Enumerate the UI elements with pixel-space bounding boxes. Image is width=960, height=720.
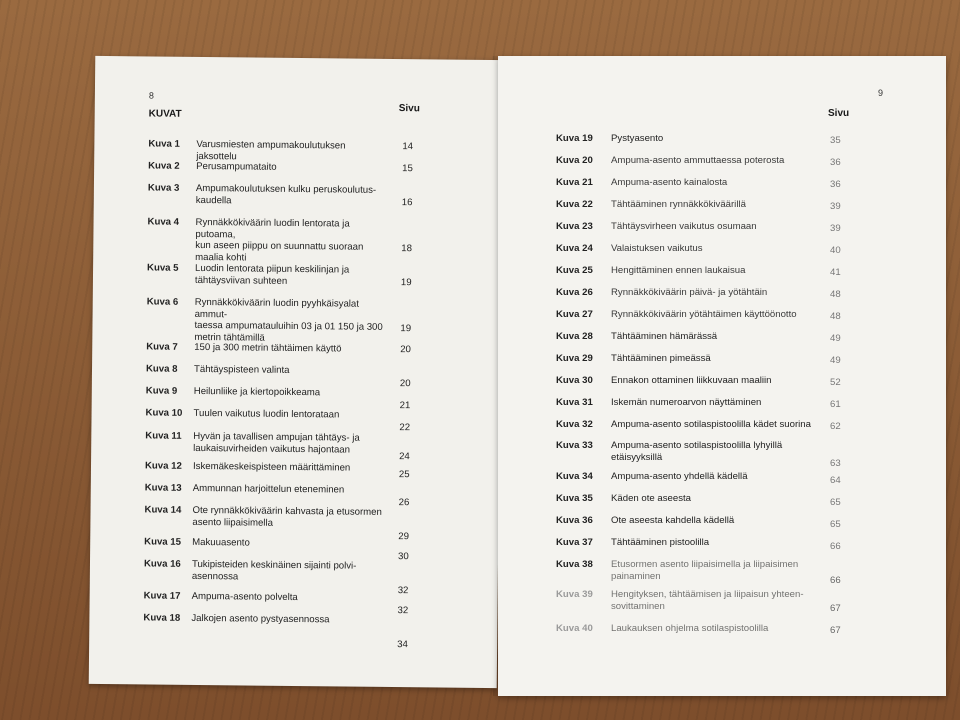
figure-title: Iskemän numeroarvon näyttäminen	[611, 397, 762, 408]
figure-title: Heilunliike ja kiertopoikkeama	[193, 385, 321, 399]
figure-title: Rynnäkkökiväärin luodin pyyhkäisyalat ammut- taessa ampumatauluihin 03 ja 01 150 ja 300 metrin tähtämillä	[194, 296, 383, 344]
figure-title: Tuulen vaikutus luodin lentorataan	[193, 407, 340, 421]
page-ref: 65	[830, 519, 841, 530]
page-ref: 63	[830, 458, 841, 469]
figure-title: Tähtääminen pimeässä	[611, 353, 711, 364]
page-ref: 40	[830, 245, 841, 256]
figure-title: Varusmiesten ampumakoulutuksen jaksottelu	[196, 138, 346, 162]
figure-label: Kuva 4	[147, 216, 180, 228]
page-ref: 20	[399, 378, 411, 390]
figure-label: Kuva 17	[143, 590, 181, 602]
page-ref: 41	[830, 267, 841, 278]
figure-title: Tähtääminen rynnäkkökiväärillä	[611, 199, 746, 210]
figure-label: Kuva 38	[556, 559, 593, 570]
figure-label: Kuva 33	[556, 440, 593, 451]
figure-label: Kuva 23	[556, 221, 593, 232]
toc-entry	[143, 612, 473, 655]
page-ref: 34	[397, 639, 408, 651]
page-ref: 49	[830, 333, 841, 344]
figure-label: Kuva 19	[556, 133, 593, 144]
figure-label: Kuva 10	[145, 407, 183, 419]
figure-label: Kuva 25	[556, 265, 593, 276]
page-ref: 61	[830, 399, 841, 410]
figure-title: Jalkojen asento pystyasennossa	[191, 612, 330, 626]
figure-label: Kuva 7	[146, 341, 178, 353]
figure-label: Kuva 15	[144, 536, 182, 548]
page-ref: 30	[398, 551, 409, 563]
page-ref: 19	[400, 323, 412, 335]
figure-label: Kuva 22	[556, 199, 593, 210]
figure-title: 150 ja 300 metrin tähtäimen käyttö	[194, 341, 342, 355]
figure-title: Tukipisteiden keskinäinen sijainti polvi- asennossa	[191, 558, 357, 582]
figure-title: Tähtääminen hämärässä	[611, 331, 718, 342]
page-number: 9	[878, 88, 884, 98]
page-number: 8	[148, 90, 154, 101]
page-ref: 35	[830, 135, 841, 146]
page-ref: 22	[399, 422, 411, 434]
figure-label: Kuva 39	[556, 589, 593, 600]
figure-label: Kuva 29	[556, 353, 593, 364]
figure-label: Kuva 11	[145, 430, 182, 442]
page-ref: 15	[402, 163, 413, 175]
figure-label: Kuva 13	[144, 482, 182, 494]
page-ref: 66	[830, 575, 841, 586]
figure-label: Kuva 32	[556, 419, 593, 430]
figure-label: Kuva 27	[556, 309, 593, 320]
page-ref: 65	[830, 497, 841, 508]
figure-label: Kuva 30	[556, 375, 593, 386]
figure-title: Ote aseesta kahdella kädellä	[611, 515, 735, 526]
figure-title: Ennakon ottaminen liikkuvaan maaliin	[611, 375, 772, 386]
figure-title: Valaistuksen vaikutus	[611, 243, 703, 254]
page-ref: 39	[830, 201, 841, 212]
figure-title: Käden ote aseesta	[611, 493, 692, 504]
figure-label: Kuva 26	[556, 287, 593, 298]
left-page	[89, 56, 504, 688]
section-heading: KUVAT	[148, 108, 182, 120]
page-ref: 36	[830, 179, 841, 190]
figure-label: Kuva 18	[143, 612, 181, 624]
figure-title: Ampuma-asento sotilaspistoolilla lyhyillä etäisyyksillä	[611, 440, 783, 463]
figure-label: Kuva 1	[148, 138, 180, 150]
page-ref: 19	[400, 277, 412, 289]
figure-title: Ammunnan harjoittelun eteneminen	[192, 482, 345, 496]
page-ref: 67	[830, 625, 841, 636]
figure-label: Kuva 34	[556, 471, 593, 482]
page-ref: 48	[830, 289, 841, 300]
page-ref: 32	[397, 605, 409, 617]
figure-label: Kuva 3	[147, 182, 180, 194]
figure-label: Kuva 2	[148, 160, 180, 172]
figure-label: Kuva 6	[146, 296, 179, 308]
page-ref: 49	[830, 355, 841, 366]
figure-title: Hengittäminen ennen laukaisua	[611, 265, 746, 276]
figure-label: Kuva 14	[144, 504, 182, 516]
page-ref: 67	[830, 603, 841, 614]
figure-label: Kuva 12	[144, 460, 182, 472]
figure-title: Ote rynnäkkökiväärin kahvasta ja etusormen asento liipaisimella	[192, 504, 382, 529]
toc-entry	[146, 296, 476, 344]
figure-title: Perusampumataito	[196, 160, 277, 173]
figure-label: Kuva 8	[145, 363, 178, 375]
page-ref: 48	[830, 311, 841, 322]
figure-label: Kuva 31	[556, 397, 593, 408]
page-column-header: Sivu	[398, 103, 420, 115]
figure-title: Hyvän ja tavallisen ampujan tähtäys- ja laukaisuvirheiden vaikutus hajontaan	[193, 430, 360, 456]
page-column-header: Sivu	[828, 108, 850, 119]
figure-title: Laukauksen ohjelma sotilaspistoolilla	[611, 623, 769, 634]
figure-title: Ampuma-asento sotilaspistoolilla kädet suorina	[611, 419, 811, 430]
figure-title: Pystyasento	[611, 133, 664, 144]
figure-label: Kuva 16	[143, 558, 181, 570]
figure-title: Ampuma-asento yhdellä kädellä	[611, 471, 748, 482]
figure-title: Makuuasento	[192, 536, 250, 549]
figure-title: Rynnäkkökiväärin luodin lentorata ja putoama, kun aseen piippu on suunnattu suoraan maalia kohti	[195, 216, 364, 263]
figure-label: Kuva 5	[147, 262, 179, 274]
page-ref: 16	[401, 197, 413, 209]
figure-label: Kuva 28	[556, 331, 593, 342]
page-ref: 32	[397, 585, 409, 597]
page-ref: 18	[401, 243, 413, 255]
page-ref: 24	[399, 451, 410, 463]
figure-title: Ampuma-asento polvelta	[191, 590, 298, 604]
toc-entry	[556, 623, 916, 663]
figure-title: Luodin lentorata piipun keskilinjan ja tähtäysviivan suhteen	[194, 262, 350, 287]
figure-title: Iskemäkeskeispisteen määrittäminen	[192, 460, 351, 474]
toc-entry	[147, 216, 477, 263]
figure-label: Kuva 37	[556, 537, 593, 548]
figure-title: Tähtäyspisteen valinta	[193, 363, 290, 376]
figure-title: Tähtäysvirheen vaikutus osumaan	[611, 221, 757, 232]
page-ref: 29	[398, 531, 410, 543]
figure-label: Kuva 40	[556, 623, 593, 634]
page-ref: 20	[400, 344, 411, 356]
figure-label: Kuva 20	[556, 155, 593, 166]
figure-title: Ampumakoulutuksen kulku peruskoulutus- kaudella	[195, 182, 377, 206]
page-ref: 26	[398, 497, 410, 509]
figure-title: Rynnäkkökiväärin päivä- ja yötähtäin	[611, 287, 768, 298]
page-ref: 52	[830, 377, 841, 388]
page-ref: 21	[399, 400, 411, 412]
page-ref: 25	[398, 469, 410, 481]
page-ref: 66	[830, 541, 841, 552]
figure-label: Kuva 24	[556, 243, 593, 254]
figure-title: Etusormen asento liipaisimella ja liipaisimen painaminen	[611, 559, 799, 582]
figure-title: Tähtääminen pistoolilla	[611, 537, 710, 548]
page-ref: 39	[830, 223, 841, 234]
figure-label: Kuva 36	[556, 515, 593, 526]
figure-label: Kuva 21	[556, 177, 593, 188]
page-ref: 64	[830, 475, 841, 486]
figure-title: Rynnäkkökiväärin yötähtäimen käyttöönotto	[611, 309, 797, 320]
figure-label: Kuva 9	[145, 385, 178, 397]
page-ref: 62	[830, 421, 841, 432]
page-ref: 14	[402, 141, 414, 153]
right-page	[498, 56, 946, 696]
figure-title: Ampuma-asento kainalosta	[611, 177, 728, 188]
page-ref: 36	[830, 157, 841, 168]
figure-title: Hengityksen, tähtäämisen ja liipaisun yhteen- sovittaminen	[611, 589, 804, 612]
figure-label: Kuva 35	[556, 493, 593, 504]
figure-title: Ampuma-asento ammuttaessa poterosta	[611, 155, 785, 166]
